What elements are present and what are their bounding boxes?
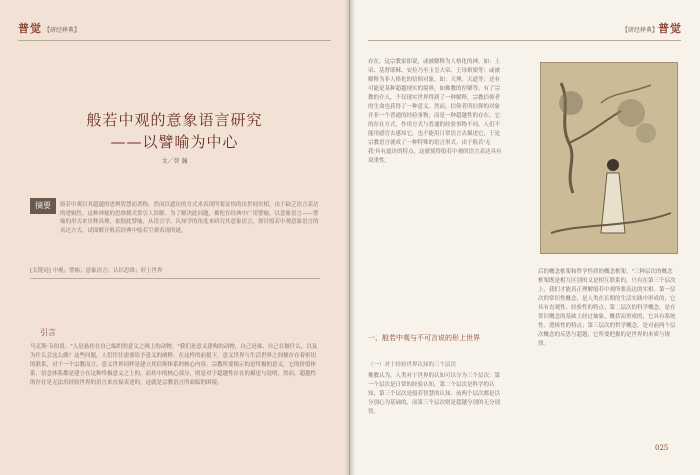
section-subheading: （一）对于经验世界认知的三个层次 xyxy=(368,362,457,368)
left-page xyxy=(0,0,349,475)
page-gutter xyxy=(345,0,355,475)
brand-logo-left xyxy=(18,20,80,36)
abstract-text: 般若中观以其超越的思辨智慧而著称，然而以遮诠的方式来表现所要证悟的出世间实相，由于缺乏语言表达的逻辑性，这种神秘的思维模式常引人误解，为了解决此问题，佛陀在经典中广用譬喻，以意象语言——譬喻的形式来诠释真理，依据此譬喻，从语言学、认知学的角度来研究其意象语言，探讨般若中观意象语言的表达方式，试图解开般若经典中般若空观表现的谜。 xyxy=(60,202,319,234)
section-heading: 一、般若中观与不可言说的形上世界 xyxy=(368,334,480,342)
article-title: 般若中观的意象语言研究 xyxy=(86,111,263,129)
column-name: 【研经释典】 xyxy=(621,27,658,34)
header-rule xyxy=(368,40,681,41)
brand-name: 普觉 xyxy=(658,22,682,35)
painting-illustration xyxy=(541,63,677,253)
ink-painting-image xyxy=(540,62,678,254)
abstract-label: 摘要 xyxy=(30,198,56,214)
byline: 文／智 瀚 xyxy=(161,158,188,165)
section-text xyxy=(368,361,503,417)
section-body: 佛教认为，人类对于世界的认知可以分为三个层次：第一个层次是日常的经验认知，第二个层次是科学的认知，第三个层次是般若智慧的认知。前两个层次都是以分别心为基础的，而第三个层次则是超越分别的无分别智。 xyxy=(368,373,501,415)
header-rule xyxy=(18,40,331,41)
intro-heading: 引言 xyxy=(40,328,56,337)
right-column-text-2: 后的概念框架和哲学性质的概念框架。"三种层次的概念框架既是相互区别的又是相互联系的，只有在第三个层次上，我们才能真正理解般若中观所要表达的实相。第一层次的常识性概念，是人类在长期的生活实践中形成的，它具有直观性、经验性的特点；第二层次的科学概念，是在常识概念的基础上经过抽象、概括而形成的，它具有系统性、逻辑性的特点；第三层次的哲学概念，是对前两个层次概念的反思与超越，它所要把握的是世界的本质与规律。 xyxy=(538,269,676,347)
right-column-text: 存在，这宗教家即说，或被解释为人格化的神，如：上帝、基督耶稣、安拉乃至玉皇大帝、王母娘娘等；或被解释为非人格化的信仰对象，如：天理、天道等；还有可能是某种超越现实的境界，如佛教的涅槃等。有了宗教的介入，不仅现实世界得到了一种解释，宗教信仰者的生命也获得了一种意义。然而，信仰者所信仰的对象并非一个普通的经验事物，而是一种超越性的存在，它的存在方式、作用方式与普通的经验事物不同，人们不能用感官去感知它，也不能用日常语言去描述它，于是宗教语言就成了一种特殊的语言形式。由于般若'无我'具有遮诠的特点，这就使得般若中观的语言表达具有双重性。 xyxy=(368,59,502,164)
keywords: [关键词] 中观；譬喻；意象语言；认识思维；形上世界 xyxy=(30,268,163,274)
abstract-rule xyxy=(30,278,320,279)
page-number: 025 xyxy=(655,444,669,452)
article-subtitle: ——以譬喻为中心 xyxy=(110,133,239,151)
brand-logo-right xyxy=(620,20,682,36)
brand-name: 普觉 xyxy=(18,22,42,35)
column-name: 【研经释典】 xyxy=(44,27,81,34)
intro-text: 马克斯·韦伯说："人是悬挂在自己编织的意义之网上的动物。"我们是意义建构的动物，自己是谁、自己在做什么，以及为什么会这么做？这些问题，人们往往需要给予意义的阐释。在这样的前提下，意义世界与生活世界之间便存在着密切的联系，对于一个宗教而言，意义世界同样是建立其信仰体系的核心内容。宗教所要揭示的是终极的意义，它的价值体系、信念体系都是建立在这种终极意义之上的，而其中的核心部分，则是对于超越性存在的描述与说明。然而，超越性的存在是无法用经验世界的语言来直接表述的，这就是宗教语言所面临的困境。 xyxy=(30,344,318,386)
